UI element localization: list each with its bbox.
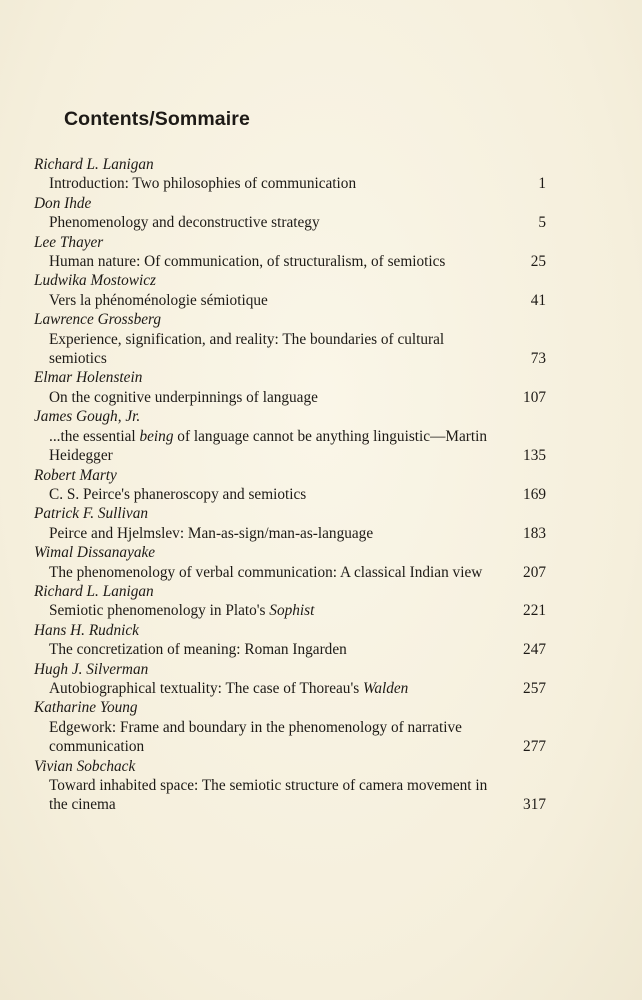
entry-title xyxy=(49,601,488,620)
entry-title: Human nature: Of communication, of structuralism, of semiotics xyxy=(49,253,446,271)
entry-title-row xyxy=(34,291,546,310)
entry-page-number: 221 xyxy=(523,602,546,620)
toc-entry xyxy=(34,233,546,272)
entry-title-row xyxy=(34,252,546,271)
toc-entry xyxy=(34,155,546,194)
entry-title-part: Autobiographical textuality: The case of Thoreau's xyxy=(49,679,363,697)
entry-author: Hugh J. Silverman xyxy=(34,660,149,678)
entry-title: Peirce and Hjelmslev: Man-as-sign/man-as-language xyxy=(49,524,374,542)
entry-page-number: 207 xyxy=(523,563,546,581)
entry-page-number: 135 xyxy=(523,447,546,465)
entry-title-row xyxy=(34,524,546,543)
entry-page-number: 277 xyxy=(523,738,546,756)
entry-title-row xyxy=(34,485,546,504)
entry-page-number: 183 xyxy=(523,524,546,542)
entry-title: Toward inhabited space: The semiotic structure of camera movement in the cinema xyxy=(49,777,488,814)
toc-entry xyxy=(34,660,546,699)
entry-author: Patrick F. Sullivan xyxy=(34,505,149,523)
page-title: Contents/Sommaire xyxy=(64,108,250,130)
entry-title: The concretization of meaning: Roman Ingarden xyxy=(49,641,347,659)
entry-title-emphasis: Sophist xyxy=(269,602,315,620)
toc-entry xyxy=(34,271,546,310)
entry-title-part: ...the essential xyxy=(49,427,140,445)
entry-title-row xyxy=(34,213,546,232)
toc-entry xyxy=(34,407,546,465)
entry-author: Vivian Sobchack xyxy=(34,757,136,775)
entry-page-number: 1 xyxy=(538,175,546,193)
entry-title-row xyxy=(34,679,546,698)
entry-title: Edgework: Frame and boundary in the phenomenology of narrative communication xyxy=(49,718,462,756)
toc-entry xyxy=(34,310,546,368)
entry-page-number: 247 xyxy=(523,641,546,659)
entry-author: Ludwika Mostowicz xyxy=(34,272,156,290)
toc-entry xyxy=(34,504,546,543)
entry-author: James Gough, Jr. xyxy=(34,408,141,426)
entry-page-number: 73 xyxy=(530,350,546,368)
entry-title-row xyxy=(34,427,546,466)
entry-title: Introduction: Two philosophies of communication xyxy=(49,175,357,193)
table-of-contents xyxy=(34,155,546,815)
entry-title-part: Semiotic phenomenology in Plato's xyxy=(49,602,270,620)
entry-author: Elmar Holenstein xyxy=(34,369,143,387)
entry-title-row xyxy=(34,388,546,407)
entry-author: Don Ihde xyxy=(34,194,92,212)
entry-title-row xyxy=(34,601,546,620)
entry-title: Phenomenology and deconstructive strategy xyxy=(49,214,320,232)
toc-entry xyxy=(34,543,546,582)
entry-title: On the cognitive underpinnings of language xyxy=(49,388,318,406)
entry-page-number: 25 xyxy=(530,253,546,271)
toc-entry xyxy=(34,582,546,621)
entry-author: Hans H. Rudnick xyxy=(34,621,139,639)
entry-title-row xyxy=(34,776,546,815)
toc-entry xyxy=(34,194,546,233)
entry-title-emphasis: being xyxy=(139,427,174,445)
entry-page-number: 41 xyxy=(530,291,546,309)
entry-author: Lee Thayer xyxy=(34,233,104,251)
entry-title: Vers la phénoménologie sémiotique xyxy=(49,291,268,309)
entry-author: Katharine Young xyxy=(34,699,138,717)
entry-page-number: 107 xyxy=(523,388,546,406)
toc-entry xyxy=(34,466,546,505)
entry-title-emphasis: Walden xyxy=(362,679,409,697)
entry-title xyxy=(49,427,488,466)
entry-author: Robert Marty xyxy=(34,466,117,484)
entry-title xyxy=(49,679,488,698)
entry-author: Wimal Dissanayake xyxy=(34,544,156,562)
toc-entry xyxy=(34,698,546,756)
entry-author: Richard L. Lanigan xyxy=(34,156,154,173)
entry-title: Experience, signification, and reality: The boundaries of cultural semiotics xyxy=(49,330,445,368)
entry-title-row xyxy=(34,174,546,193)
entry-title-row xyxy=(34,640,546,659)
toc-entry xyxy=(34,757,546,815)
entry-title-row xyxy=(34,330,546,369)
entry-author: Lawrence Grossberg xyxy=(34,311,162,329)
entry-page-number: 169 xyxy=(523,485,546,503)
entry-title-row xyxy=(34,718,546,757)
entry-page-number: 317 xyxy=(523,796,546,814)
entry-title-part: of language cannot be anything linguistic—Martin Heidegger xyxy=(49,427,487,465)
entry-page-number: 5 xyxy=(538,214,546,232)
entry-title: The phenomenology of verbal communication: A classical Indian view xyxy=(49,563,483,581)
toc-entry xyxy=(34,368,546,407)
entry-title: C. S. Peirce's phaneroscopy and semiotics xyxy=(49,485,307,503)
entry-title-row xyxy=(34,563,546,582)
entry-page-number: 257 xyxy=(523,679,546,697)
toc-entry xyxy=(34,621,546,660)
entry-author: Richard L. Lanigan xyxy=(34,582,154,600)
